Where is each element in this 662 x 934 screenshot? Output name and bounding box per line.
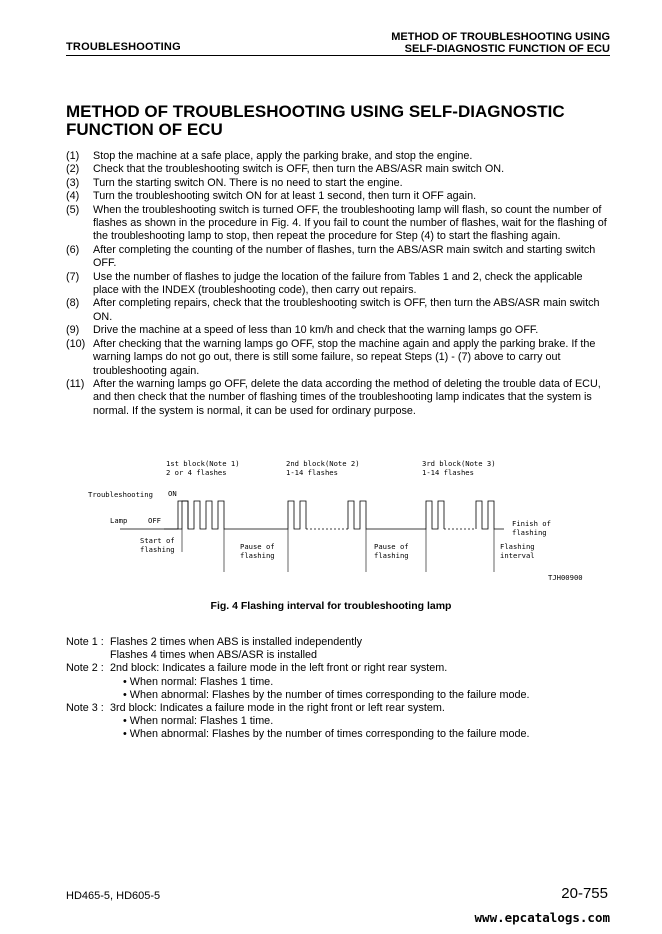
start-label-2: flashing (140, 545, 175, 554)
step-2 (66, 163, 611, 176)
step-text: After completing the counting of the number of flashes, turn the ABS/ASR main switch and starting switch OFF. (93, 243, 596, 270)
header-rule (66, 55, 610, 56)
step-text: When the troubleshooting switch is turned OFF, the troubleshooting lamp will flash, so count the number of flashes as shown in the procedure in Fig. 4. If you fail to count the number of flashes, wait for the flashing of the troubleshooting lamp to stop, then repeat the procedure for Step (4) to start the flashing again. (93, 203, 607, 243)
step-number: (9) (66, 324, 80, 337)
step-number: (4) (66, 190, 80, 203)
header-title-line1: METHOD OF TROUBLESHOOTING USING (391, 31, 610, 43)
pause1-label: Pause of (240, 542, 275, 551)
step-number: (3) (66, 176, 80, 189)
footer-model: HD465-5, HD605-5 (66, 890, 161, 902)
block3-flashes: 1-14 flashes (422, 468, 474, 477)
start-label: Start of (140, 536, 175, 545)
pause2-label-2: flashing (374, 551, 409, 560)
note-1 (66, 636, 611, 649)
note-label: Note 1 : (66, 636, 104, 648)
troubleshooting-switch-label: Troubleshooting (88, 490, 153, 499)
page-title (66, 103, 626, 139)
figure-code: TJH00900 (548, 573, 583, 582)
step-number: (2) (66, 163, 80, 176)
step-text: Use the number of flashes to judge the location of the failure from Tables 1 and 2, check the applicable place with the INDEX (troubleshooting code), then carry out repairs. (93, 270, 583, 297)
block3-label: 3rd block(Note 3) (422, 459, 496, 468)
step-text: After completing repairs, check that the troubleshooting switch is OFF, then turn the ABS/ASR main switch ON. (93, 297, 600, 323)
step-6 (66, 244, 611, 271)
figure-caption: Fig. 4 Flashing interval for troubleshooting lamp (210, 600, 452, 612)
header-section: TROUBLESHOOTING (66, 41, 181, 53)
note-label: Note 3 : (66, 702, 104, 715)
finish-label-2: flashing (512, 528, 547, 537)
procedure-steps (66, 150, 611, 418)
page-title-line1: METHOD OF TROUBLESHOOTING USING SELF-DIAGNOSTIC (66, 102, 565, 121)
step-number: (6) (66, 243, 80, 256)
step-4 (66, 190, 611, 203)
note-2 (66, 662, 611, 675)
step-text: Drive the machine at a speed of less than 10 km/h and check that the warning lamps go OFF. (93, 324, 539, 337)
interval-label-2: interval (500, 551, 535, 560)
switch-on-label: ON (168, 489, 177, 498)
step-number: (1) (66, 150, 80, 162)
block1-label: 1st block(Note 1) (166, 459, 240, 468)
footer-page-number: 20-755 (561, 885, 608, 902)
step-7 (66, 271, 611, 298)
pause1-label-2: flashing (240, 551, 275, 560)
note-text: 3rd block: Indicates a failure mode in the right front or left rear system. (110, 702, 445, 715)
interval-label: Flashing (500, 542, 535, 551)
step-number: (5) (66, 203, 80, 216)
step-number: (7) (66, 270, 80, 283)
lamp-signal-first (164, 501, 306, 529)
step-3 (66, 177, 611, 190)
note-2-bullet-normal: • When normal: Flashes 1 time. (123, 675, 274, 688)
step-text: Stop the machine at a safe place, apply the parking brake, and stop the engine. (93, 150, 473, 162)
step-text: After the warning lamps go OFF, delete the data according the method of deleting the trouble data of ECU, and then check that the number of flashing times of the troubleshooting lamp indicates that the system is normal. If the system is normal, it can be used for ordinary purpose. (93, 377, 601, 417)
step-9 (66, 324, 611, 337)
step-11 (66, 378, 611, 418)
lamp-signal-third (476, 501, 504, 529)
step-1 (66, 150, 611, 163)
note-text: Flashes 2 times when ABS is installed independently (110, 636, 363, 648)
step-8 (66, 297, 611, 324)
page-title-line2: FUNCTION OF ECU (66, 120, 223, 139)
header-title (391, 31, 610, 55)
note-1-line2: Flashes 4 times when ABS/ASR is installed (110, 649, 318, 662)
watermark-link[interactable]: www.epcatalogs.com (474, 910, 610, 925)
block2-label: 2nd block(Note 2) (286, 459, 360, 468)
finish-label: Finish of (512, 519, 551, 528)
note-label: Note 2 : (66, 662, 104, 675)
step-number: (11) (66, 377, 85, 390)
note-3-bullet-normal: • When normal: Flashes 1 time. (123, 715, 274, 728)
step-text: Turn the starting switch ON. There is no need to start the engine. (93, 176, 403, 189)
lamp-off-label: OFF (148, 516, 161, 525)
note-2-bullet-abnormal: • When abnormal: Flashes by the number of times corresponding to the failure mode. (123, 688, 530, 701)
lamp-label: Lamp (110, 516, 128, 525)
step-text: After checking that the warning lamps go OFF, stop the machine again and apply the parking brake. If the warning lamps do not go out, there is still some failure, so repeat Steps (1) - (7) above to carry out troubleshooting again. (93, 337, 596, 377)
step-text: Check that the troubleshooting switch is OFF, then turn the ABS/ASR main switch ON. (93, 163, 505, 176)
step-5 (66, 204, 611, 244)
notes-section (66, 636, 611, 742)
note-3-bullet-abnormal: • When abnormal: Flashes by the number of times corresponding to the failure mode. (123, 728, 530, 741)
note-text: 2nd block: Indicates a failure mode in the left front or right rear system. (110, 662, 448, 675)
pause2-label: Pause of (374, 542, 409, 551)
step-number: (10) (66, 337, 86, 350)
step-10 (66, 338, 611, 378)
block1-flashes: 2 or 4 flashes (166, 468, 227, 477)
block2-flashes: 1-14 flashes (286, 468, 338, 477)
flashing-timing-diagram (80, 452, 600, 592)
note-3 (66, 702, 611, 715)
step-number: (8) (66, 297, 80, 310)
lamp-signal-second (348, 501, 444, 529)
step-text: Turn the troubleshooting switch ON for at least 1 second, then turn it OFF again. (93, 190, 477, 203)
header-title-line2: SELF-DIAGNOSTIC FUNCTION OF ECU (404, 43, 610, 55)
